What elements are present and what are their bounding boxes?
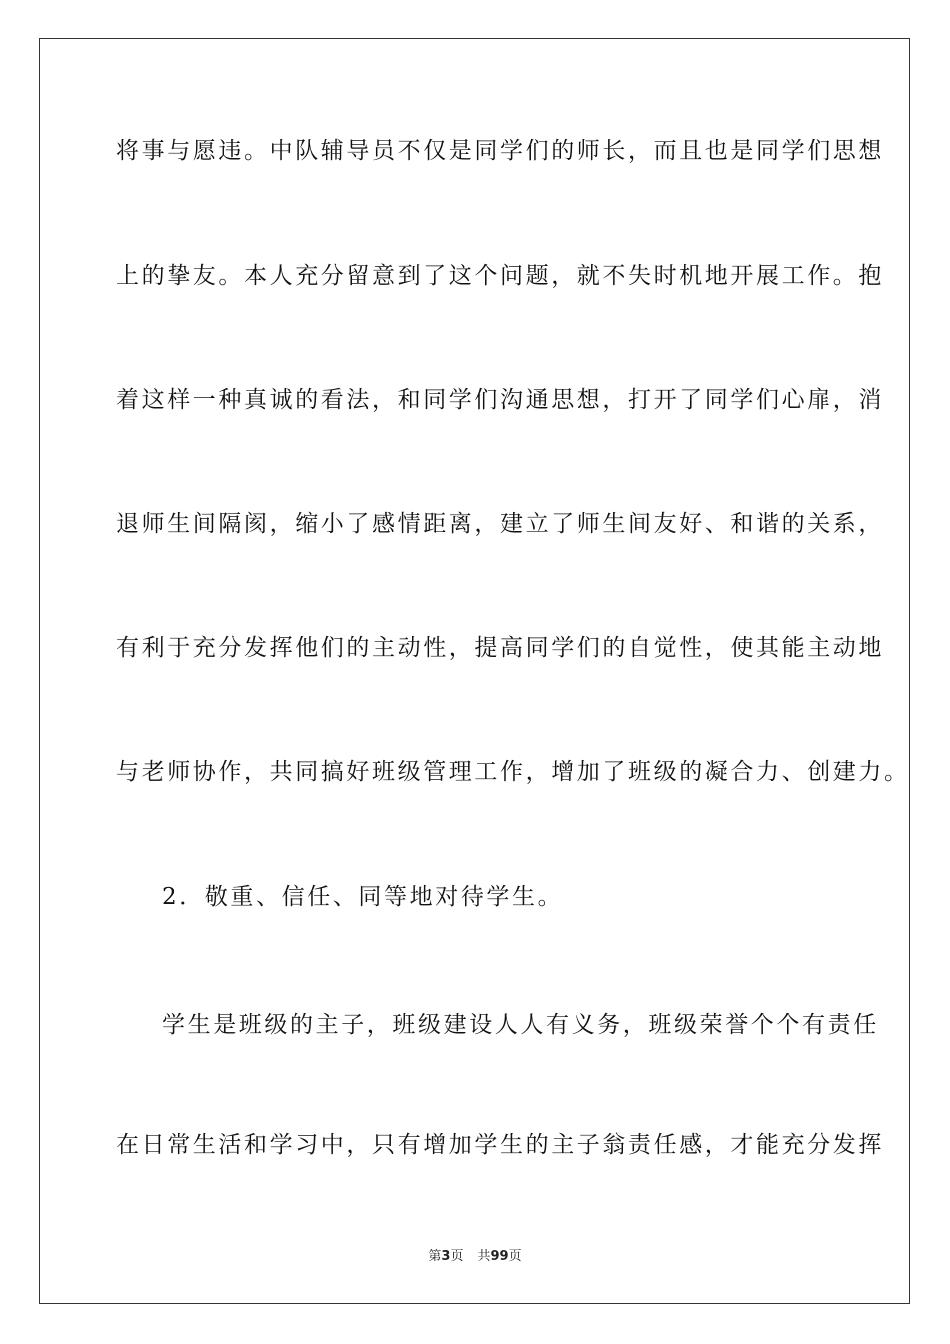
total-prefix: 共 [477, 1249, 491, 1264]
page-footer [0, 1249, 950, 1265]
body-line-5: 有利于充分发挥他们的主动性，提高同学们的自觉性，使其能主动地 [116, 635, 884, 661]
body-line-4: 退师生间隔阂，缩小了感情距离，建立了师生间友好、和谐的关系， [116, 511, 884, 537]
total-suffix: 页 [508, 1249, 522, 1264]
page-border [39, 38, 910, 1304]
section-heading: 2．敬重、信任、同等地对待学生。 [162, 884, 564, 910]
total-pages: 99 [490, 1249, 509, 1264]
page-suffix: 页 [450, 1249, 464, 1264]
page-number: 3 [441, 1249, 451, 1264]
page-prefix: 第 [428, 1249, 442, 1264]
body-line-1: 将事与愿违。中队辅导员不仅是同学们的师长，而且也是同学们思想 [116, 138, 884, 164]
body-line-7: 学生是班级的主子，班级建设人人有义务，班级荣誉个个有责任 [162, 1012, 879, 1038]
body-line-8: 在日常生活和学习中，只有增加学生的主子翁责任感，才能充分发挥 [116, 1132, 884, 1158]
body-line-3: 着这样一种真诚的看法，和同学们沟通思想，打开了同学们心扉，消 [116, 387, 884, 413]
body-line-2: 上的挚友。本人充分留意到了这个问题，就不失时机地开展工作。抱 [116, 263, 884, 289]
body-line-6: 与老师协作，共同搞好班级管理工作，增加了班级的凝合力、创建力。 [116, 759, 910, 785]
